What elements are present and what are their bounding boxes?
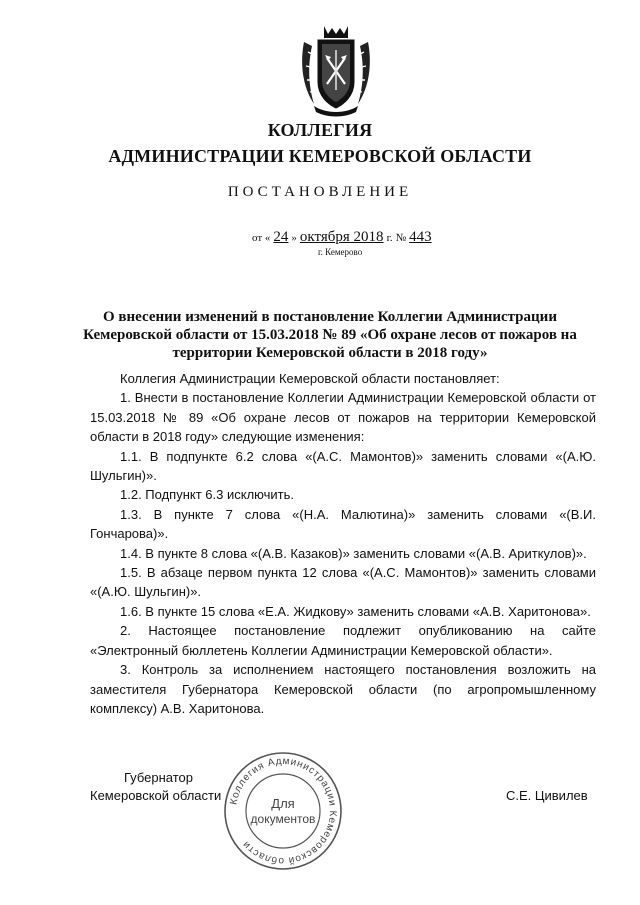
paragraph-3: 3. Контроль за исполнением настоящего постановления возложить на заместителя Губернатора Кемеровской области (по агропромышленному комплексу) А.В. Харитонова. (90, 662, 596, 716)
date-number-line (252, 229, 432, 246)
date-prefix: от « (252, 232, 271, 244)
title-line1: О внесении изменений в постановление Коллегии Администрации (103, 309, 557, 325)
coat-of-arms-icon (298, 22, 374, 118)
preamble: Коллегия Администрации Кемеровской области постановляет: (120, 371, 500, 386)
org-name-line2: АДМИНИСТРАЦИИ КЕМЕРОВСКОЙ ОБЛАСТИ (108, 146, 532, 166)
signer-title-line2: Кемеровской области (90, 788, 222, 803)
document-type: ПОСТАНОВЛЕНИЕ (227, 184, 413, 200)
paragraph-1-6: 1.6. В пункте 15 слова «Е.А. Жидкову» заменить словами «А.В. Харитонова». (120, 603, 591, 619)
round-stamp (222, 750, 344, 872)
stamp-ring-text: Коллегия Администрации Кемеровской области (228, 755, 339, 867)
stamp-center-line1: Для (271, 796, 295, 811)
paragraph-1-2: 1.2. Подпункт 6.3 исключить. (120, 487, 294, 503)
document-title (70, 308, 590, 362)
org-name-line1: КОЛЛЕГИЯ (267, 120, 373, 140)
paragraph-1-1: 1.1. В подпункте 6.2 слова «(А.С. Мамонтов)» заменить словами «(А.Ю. Шульгин)». (90, 448, 596, 484)
paragraph-1-5: 1.5. В абзаце первом пункта 12 слова «(А.С. Мамонтов)» заменить словами «(А.Ю. Шульгин)». (90, 565, 596, 600)
date-day-close: » (291, 232, 297, 244)
title-line3: территории Кемеровской области в 2018 году» (172, 345, 488, 361)
date-year-suffix: г. (386, 232, 393, 244)
date-month-year: октября 2018 (299, 229, 384, 245)
signer-name: С.Е. Цивилев (506, 788, 588, 803)
stamp-center-line2: документов (250, 812, 316, 826)
title-line2: Кемеровской области от 15.03.2018 № 89 «Об охране лесов от пожаров на (83, 327, 577, 343)
paragraph-1: 1. Внести в постановление Коллегии Администрации Кемеровской области от 15.03.2018 № 89 «Об охране лесов от пожаров на территории Кемеровской области в 2018 году» следующие изменения: (90, 390, 596, 445)
signer-title-line1: Губернатор (124, 770, 193, 785)
paragraph-1-4: 1.4. В пункте 8 слова «(А.В. Казаков)» заменить словами «(А.В. Ариткулов)». (120, 545, 587, 561)
paragraph-1-3: 1.3. В пункте 7 слова «(Н.А. Малютина)» заменить словами «(В.И. Гончарова)». (90, 506, 596, 542)
number-sign: № (395, 232, 407, 244)
document-body (90, 369, 596, 718)
paragraph-2: 2. Настоящее постановление подлежит опубликованию на сайте «Электронный бюллетень Коллегии Администрации Кемеровской области». (90, 623, 596, 658)
date-day: 24 (273, 229, 289, 245)
city: г. Кемерово (318, 247, 363, 257)
document-number: 443 (409, 229, 432, 245)
